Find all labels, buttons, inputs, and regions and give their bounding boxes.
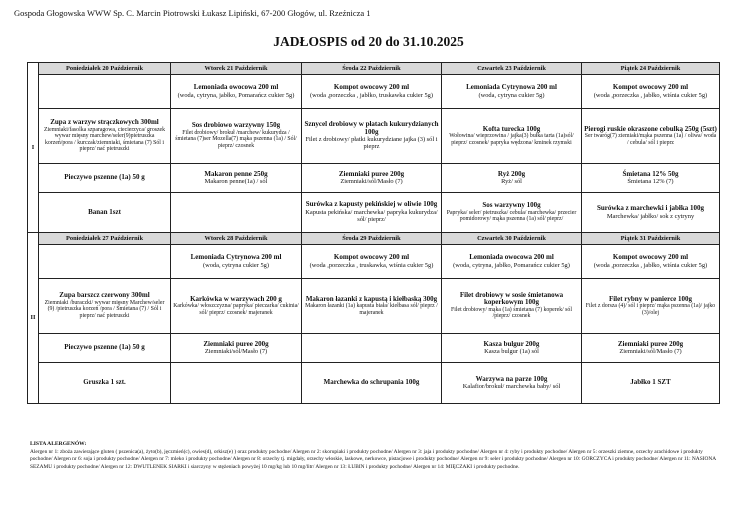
- dish-name: Filet drobiowy w sosie śmietanowa koperkowym 100g: [459, 291, 564, 307]
- restaurant-header: Gospoda Głogowska WWW Sp. C. Marcin Piotrowski Łukasz Lipiński, 67-200 Głogów, ul. Rzeźnicza 1: [14, 8, 371, 18]
- dish-name: Gruszka 1 szt.: [83, 378, 126, 387]
- dish-name: Sos drobiowo warzywny 150g: [191, 121, 281, 130]
- dish-ingredients: Karkówka/ włoszczyzna/ papryka/ pieczarka/ cukinia/ sól/ pieprz/ czosnek/ majeranek: [173, 303, 299, 316]
- dish-name: Banan 1szt: [88, 207, 121, 216]
- meal-cell: [171, 363, 302, 404]
- dish-ingredients: Filet drobiowy/ brokuł /marchew/ kukurydza /śmietana (7)ser Mozella(7) mąka pszenna (1a) / Sól/ pieprz/ czosnek: [175, 129, 297, 149]
- meal-cell: [302, 75, 442, 109]
- dish-name: Ziemniaki puree 200g: [617, 339, 684, 348]
- dish-name: Karkówka w warzywach 200 g: [190, 294, 282, 303]
- meal-cell: [171, 334, 302, 363]
- dish-name: Sznycel drobiowy w płatach kukurydzianych 100g: [304, 120, 439, 136]
- dish-ingredients: (woda ,porzeczka , jabłko, truskawka cukier 5g): [310, 91, 433, 99]
- dish-name: Pieczywo pszenne (1a) 50 g: [64, 343, 145, 352]
- dish-name: Marchewka do schrupania 100g: [323, 378, 420, 387]
- dish-ingredients: Filet z drobiowy/ płatki kukurydziane jajka (3) sól i pieprz: [305, 136, 438, 151]
- meal-row: [28, 193, 720, 233]
- dish-name: Filet rybny w panierce 100g: [608, 294, 693, 303]
- week-label: II: [28, 233, 39, 404]
- meal-cell: [582, 109, 720, 164]
- meal-cell: [171, 109, 302, 164]
- dish-ingredients: Ziemniaki/sól/Masło (7): [204, 348, 268, 355]
- dish-ingredients: Ryż/ sól: [501, 178, 522, 185]
- day-header: Czwartek 30 Październik: [442, 233, 582, 245]
- dish-ingredients: Wołowina/ wieprzowina / jajka(3) bułka tarta (1a)sól/ pieprz/ czosnek/ papryka wędzona/ kminek rzymski: [449, 133, 574, 146]
- dish-name: Ziemniaki puree 200g: [338, 169, 405, 178]
- dish-name: Pieczywo pszenne (1a) 50 g: [64, 173, 145, 182]
- dish-ingredients: Ziemniaki/fasolka szparagowa, ciecierzyca/ groszek wywar mięsny marchew/seler(9)pietruszka korzeń/pora / kurczak/ziemniaki, śmietana (7) Sól i pieprz/ nać pietruszki: [43, 126, 166, 153]
- dish-ingredients: Filet drobiowy/ mąka (1a) śmietana (7) koperek/ sól /pieprz/ czosnek: [451, 306, 572, 320]
- meal-cell: [442, 75, 582, 109]
- dish-ingredients: (woda ,porzeczka , jabłko, wiśnia cukier 5g): [593, 91, 708, 99]
- meal-row: [28, 109, 720, 164]
- dish-name: Kompot owocowy 200 ml: [612, 253, 689, 262]
- day-header: Poniedziałek 27 Październik: [39, 233, 171, 245]
- meal-cell: [39, 193, 171, 233]
- dish-name: Warzywa na parze 100g: [475, 374, 548, 383]
- dish-ingredients: Kalafior/brokuł/ marchewka baby/ sól: [462, 383, 561, 390]
- meal-cell: [39, 245, 171, 279]
- day-header-row: [28, 233, 720, 245]
- dish-ingredients: (woda ,porzeczka , jabłko, wiśnia cukier 5g): [593, 261, 708, 269]
- meal-cell: [302, 334, 442, 363]
- meal-cell: [171, 164, 302, 193]
- allergen-list-title: LISTA ALERGENÓW:: [30, 441, 87, 447]
- day-header-row: [28, 63, 720, 75]
- dish-ingredients: (woda ,porzeczka , truskawka, wiśnia cukier 5g): [309, 261, 434, 269]
- meal-cell: [442, 109, 582, 164]
- dish-ingredients: (woda, cytryna cukier 5g): [202, 261, 269, 269]
- meal-cell: [442, 193, 582, 233]
- meal-cell: [39, 75, 171, 109]
- meal-cell: [442, 164, 582, 193]
- meal-cell: [302, 245, 442, 279]
- meal-cell: [302, 193, 442, 233]
- meal-row: [28, 245, 720, 279]
- dish-name: Makaron penne 250g: [204, 169, 268, 178]
- dish-name: Kasza bulgur 200g: [483, 339, 540, 348]
- dish-name: Lemoniada Cytrynowa 200 ml: [466, 83, 557, 92]
- dish-name: Kompot owocowy 200 ml: [333, 83, 410, 92]
- day-header: Piątek 31 Październik: [582, 233, 720, 245]
- menu-table: [27, 62, 720, 404]
- dish-name: Kofta turecka 100g: [482, 124, 541, 133]
- meal-cell: [442, 363, 582, 404]
- menu-title: JADŁOSPIS od 20 do 31.10.2025: [273, 34, 464, 49]
- meal-cell: [582, 245, 720, 279]
- dish-name: Surówka z marchewki i jabłka 100g: [596, 204, 705, 213]
- meal-cell: [302, 279, 442, 334]
- dish-name: Ryż 200g: [497, 169, 526, 178]
- meal-row: [28, 279, 720, 334]
- meal-row: [28, 75, 720, 109]
- allergen-list: [30, 441, 720, 471]
- meal-row: [28, 363, 720, 404]
- dish-name: Jabłko 1 SZT: [630, 378, 671, 387]
- meal-cell: [171, 279, 302, 334]
- dish-ingredients: Makaron łazanki (1a) kapusta biała/ kiełbasa sól/ pieprz / majeranek: [305, 303, 438, 316]
- meal-cell: [171, 193, 302, 233]
- meal-cell: [39, 334, 171, 363]
- meal-cell: [582, 334, 720, 363]
- meal-cell: [302, 164, 442, 193]
- meal-cell: [171, 245, 302, 279]
- dish-ingredients: (woda, cytryna, jabłko, Pomarańcz cukier 5g): [177, 91, 295, 99]
- dish-name: Kompot owocowy 200 ml: [612, 83, 689, 92]
- meal-cell: [302, 363, 442, 404]
- allergen-list-text: Alergen nr 1: zboża zawierające gluten ( pszenica(a), żyto(b), jęczmień(c), owies(d), orkisz(e) ) oraz produkty pochodne/ Alergen nr 2: skorupiaki i produkty pochodne/ Alergen nr 3: jaja i produkty pochodne/ Alergen nr 4: ryby i produkty pochodne/ Alergen nr 5: orzeszki ziemne, orzechy arachidowe i produkty pochodne/ Alergen nr 6: soja i produkty pochodne/ Alergen nr 7: mleko i produkty pochodne/ Alergen nr 8: orzechy tj. migdały, orzechy włoskie, laskowe, nerkowce, pistacjowe i produkty pochodne/ Alergen nr 9: seler i produkty pochodne/ Alergen nr 10: GORCZYCA i produkty pochodne/ Alergen nr 11: NASIONA SEZAMU i produkty pochodne/ Alergen nr 12: DWUTLENEK SIARKI i siarczyny w stężeniach powyżej 10 mg/kg lub 10 mg/litr/ Alergen nr 13: ŁUBIN i produkty pochodne/ Alergen nr 14: MIĘCZAKI i produkty pochodne.: [30, 448, 716, 470]
- dish-ingredients: Filet z dorsza (4)/ sól i pieprz/ mąka pszenna (1a)/ jajko (3)/olej: [585, 303, 716, 316]
- dish-name: Lemoniada owocowa 200 ml: [469, 253, 554, 262]
- dish-ingredients: Ziemniaki/sól/Masło (7): [619, 348, 682, 355]
- dish-ingredients: Makaron penne(1a) / sól: [204, 178, 268, 185]
- meal-cell: [442, 334, 582, 363]
- dish-name: Śmietana 12% 50g: [622, 169, 679, 178]
- dish-name: Makaron łazanki z kapustą i kiełbaską 300g: [305, 294, 438, 303]
- day-header: Czwartek 23 Październik: [442, 63, 582, 75]
- meal-cell: [582, 193, 720, 233]
- dish-ingredients: (woda, cytryna cukier 5g): [478, 91, 545, 99]
- dish-ingredients: Ser twaróg(7) ziemiaki/mąka pszenna (1a) / oliwa/ woda / cebula/ sól i pieprz: [584, 133, 717, 146]
- meal-cell: [582, 164, 720, 193]
- dish-ingredients: (woda, cytryna, jabłko, Pomarańcz cukier 5g): [453, 261, 570, 269]
- day-header: Wtorek 28 Październik: [171, 233, 302, 245]
- dish-name: Zupa z warzyw strączkowych 300ml: [50, 118, 159, 127]
- day-header: Wtorek 21 Październik: [171, 63, 302, 75]
- meal-cell: [302, 109, 442, 164]
- meal-cell: [39, 109, 171, 164]
- dish-ingredients: Śmietana 12% (7): [627, 178, 674, 185]
- meal-cell: [39, 164, 171, 193]
- dish-ingredients: Marchewka/ jabłko/ sok z cytryny: [606, 212, 695, 220]
- dish-ingredients: Ziemniaki/sól/Masło (7): [340, 178, 403, 185]
- dish-name: Lemoniada owocowa 200 ml: [193, 83, 279, 92]
- meal-cell: [39, 363, 171, 404]
- day-header: Poniedziałek 20 Październik: [39, 63, 171, 75]
- dish-name: Pierogi ruskie okraszone cebulką 250g (5szt): [584, 124, 717, 133]
- dish-ingredients: Ziemniaki /buraczki/ wywar mięsny Marchew/seler (9) /pietruszka korzeń /pora / Śmietana (7) / Sól i pieprz/ nać pietruszki: [44, 299, 165, 319]
- dish-name: Lemoniada Cytrynowa 200 ml: [190, 253, 282, 262]
- meal-cell: [442, 245, 582, 279]
- dish-ingredients: Papryka/ seler/ pietruszka/ cebula/ marchewka/ przecier pomidorowy/ mąka pszenna (1a) sól/ pieprz/: [446, 209, 577, 223]
- meal-cell: [582, 363, 720, 404]
- meal-cell: [442, 279, 582, 334]
- meal-cell: [39, 279, 171, 334]
- dish-name: Zupa barszcz czerwony 300ml: [59, 291, 150, 300]
- day-header: Środa 22 Październik: [302, 63, 442, 75]
- meal-row: [28, 334, 720, 363]
- dish-ingredients: Kasza bulgur (1a) sól: [484, 348, 539, 355]
- day-header: Piątek 24 Październik: [582, 63, 720, 75]
- dish-name: Sos warzywny 100g: [482, 201, 541, 210]
- meal-cell: [582, 75, 720, 109]
- meal-cell: [171, 75, 302, 109]
- dish-name: Kompot owocowy 200 ml: [333, 253, 410, 262]
- dish-name: Ziemniaki puree 200g: [203, 339, 269, 348]
- day-header: Środa 29 Październik: [302, 233, 442, 245]
- meal-cell: [582, 279, 720, 334]
- dish-ingredients: Kapusta pekińska/ marchewka/ papryka kukurydza/ sól/ pieprz/: [305, 208, 438, 224]
- week-label: I: [28, 63, 39, 233]
- meal-row: [28, 164, 720, 193]
- dish-name: Surówka z kapusty pekińskiej w oliwie 100g: [305, 200, 438, 209]
